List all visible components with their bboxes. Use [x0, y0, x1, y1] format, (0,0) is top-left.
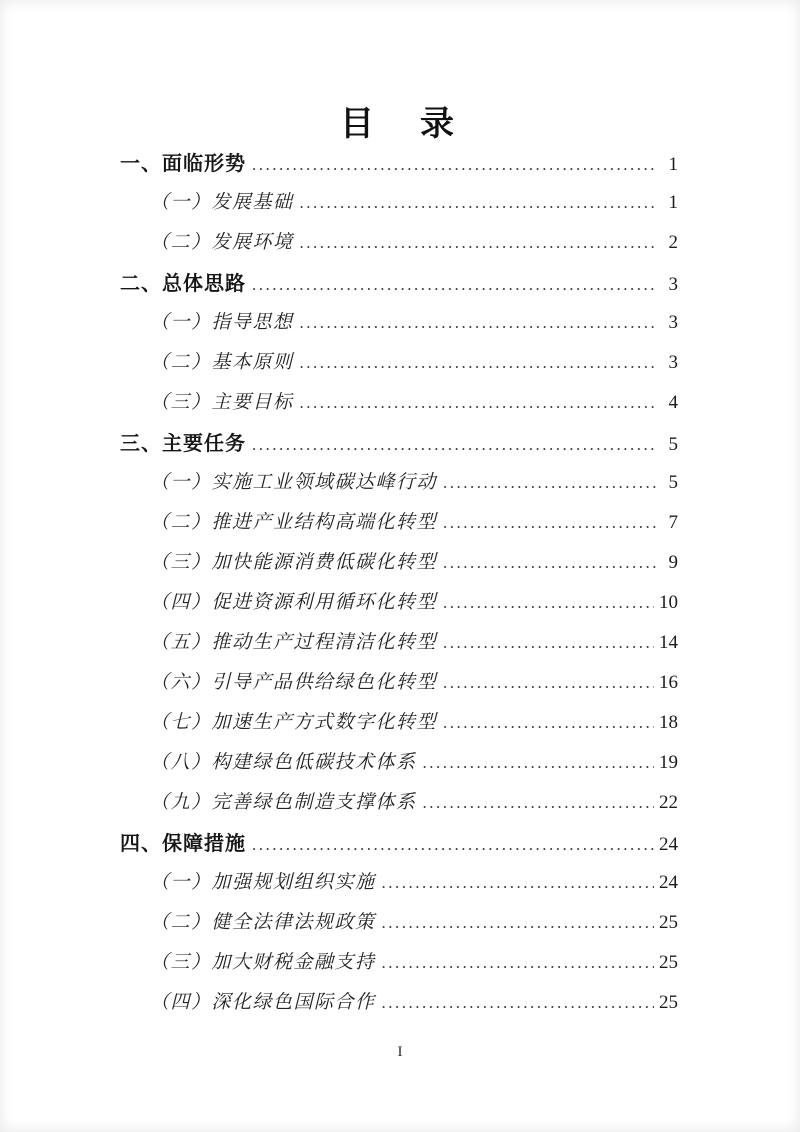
toc-entry-label: （二）健全法律法规政策: [150, 911, 376, 933]
toc-entry-label: 一、面临形势: [120, 153, 246, 175]
toc-entry-page: 3: [668, 312, 678, 333]
toc-dot-leader: [252, 435, 657, 455]
table-of-contents: [120, 147, 678, 1027]
toc-entry-label: （四）促进资源利用循环化转型: [150, 591, 438, 613]
toc-entry-label: （二）基本原则: [150, 351, 294, 373]
toc-dot-leader: [300, 233, 657, 253]
toc-entry-page: 18: [659, 712, 678, 733]
toc-dot-leader: [443, 553, 657, 573]
toc-entry-label: （二）推进产业结构高端化转型: [150, 511, 438, 533]
toc-entry-label: （八）构建绿色低碳技术体系: [150, 751, 417, 773]
toc-entry: [120, 547, 678, 587]
toc-entry-page: 19: [659, 752, 678, 773]
toc-entry: [120, 627, 678, 667]
toc-dot-leader: [443, 593, 654, 613]
toc-entry: [120, 347, 678, 387]
toc-entry-page: 22: [659, 792, 678, 813]
toc-entry: [120, 387, 678, 427]
toc-entry-page: 10: [659, 592, 678, 613]
toc-dot-leader: [382, 993, 654, 1013]
toc-entry-label: （一）指导思想: [150, 311, 294, 333]
toc-entry: [120, 907, 678, 947]
toc-entry-page: 2: [668, 232, 678, 253]
toc-dot-leader: [300, 353, 657, 373]
toc-dot-leader: [252, 155, 657, 175]
toc-entry-page: 3: [668, 352, 678, 373]
toc-entry-page: 25: [659, 912, 678, 933]
toc-entry-page: 5: [668, 434, 678, 455]
toc-entry-label: （六）引导产品供给绿色化转型: [150, 671, 438, 693]
toc-entry-page: 25: [659, 952, 678, 973]
toc-entry: [120, 707, 678, 747]
toc-entry: [120, 507, 678, 547]
toc-entry: [120, 467, 678, 507]
toc-dot-leader: [443, 633, 654, 653]
toc-dot-leader: [252, 835, 654, 855]
toc-dot-leader: [443, 673, 654, 693]
toc-entry: [120, 867, 678, 907]
toc-dot-leader: [300, 393, 657, 413]
toc-entry-page: 1: [668, 192, 678, 213]
footer-page-number: I: [397, 1044, 403, 1060]
toc-entry: [120, 227, 678, 267]
toc-entry-page: 24: [659, 872, 678, 893]
toc-entry-page: 9: [668, 552, 678, 573]
toc-dot-leader: [443, 473, 657, 493]
toc-entry-page: 14: [659, 632, 678, 653]
toc-entry-label: 四、保障措施: [120, 833, 246, 855]
toc-entry-page: 3: [668, 274, 678, 295]
toc-dot-leader: [252, 275, 657, 295]
toc-entry-page: 7: [668, 512, 678, 533]
toc-entry: [120, 147, 678, 187]
toc-entry-page: 1: [668, 154, 678, 175]
toc-dot-leader: [382, 953, 654, 973]
toc-entry: [120, 827, 678, 867]
toc-entry-page: 5: [668, 472, 678, 493]
toc-dot-leader: [300, 193, 657, 213]
toc-entry-label: （一）发展基础: [150, 191, 294, 213]
toc-entry-label: （五）推动生产过程清洁化转型: [150, 631, 438, 653]
toc-entry: [120, 987, 678, 1027]
toc-entry: [120, 947, 678, 987]
toc-entry-page: 4: [668, 392, 678, 413]
toc-entry-page: 25: [659, 992, 678, 1013]
toc-entry: [120, 747, 678, 787]
toc-dot-leader: [443, 513, 657, 533]
toc-entry: [120, 187, 678, 227]
toc-entry-label: （三）主要目标: [150, 391, 294, 413]
toc-entry-page: 16: [659, 672, 678, 693]
toc-entry: [120, 787, 678, 827]
toc-entry-page: 24: [659, 834, 678, 855]
toc-entry-label: （二）发展环境: [150, 231, 294, 253]
toc-entry-label: （一）加强规划组织实施: [150, 871, 376, 893]
toc-entry-label: （三）加大财税金融支持: [150, 951, 376, 973]
toc-dot-leader: [443, 713, 654, 733]
toc-entry-label: （四）深化绿色国际合作: [150, 991, 376, 1013]
toc-dot-leader: [423, 753, 654, 773]
toc-dot-leader: [382, 873, 654, 893]
toc-entry: [120, 307, 678, 347]
toc-dot-leader: [423, 793, 654, 813]
toc-entry-label: （一）实施工业领域碳达峰行动: [150, 471, 438, 493]
toc-entry: [120, 267, 678, 307]
page-title: 目 录: [340, 104, 460, 144]
toc-entry-label: （九）完善绿色制造支撑体系: [150, 791, 417, 813]
toc-dot-leader: [300, 313, 657, 333]
toc-entry-label: （七）加速生产方式数字化转型: [150, 711, 438, 733]
toc-entry: [120, 667, 678, 707]
toc-entry: [120, 427, 678, 467]
toc-entry-label: 二、总体思路: [120, 273, 246, 295]
toc-entry: [120, 587, 678, 627]
toc-entry-label: 三、主要任务: [120, 433, 246, 455]
toc-entry-label: （三）加快能源消费低碳化转型: [150, 551, 438, 573]
toc-dot-leader: [382, 913, 654, 933]
